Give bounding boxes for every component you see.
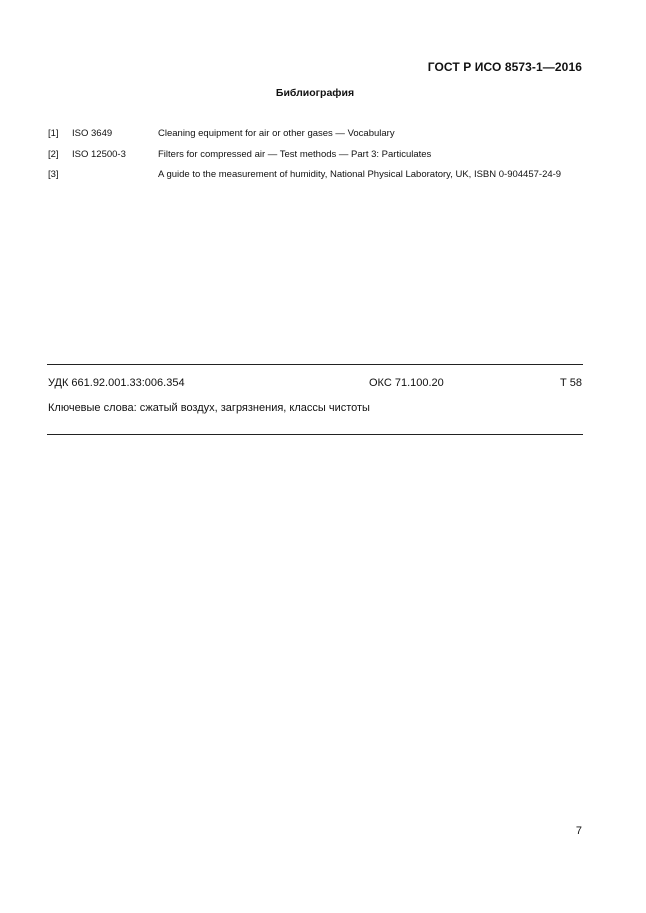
standard-id-header: ГОСТ Р ИСО 8573-1—2016 xyxy=(427,60,582,74)
udk-code: УДК 661.92.001.33:006.354 xyxy=(48,377,185,389)
bibliography-list xyxy=(48,128,588,190)
bibliography-item-title: Filters for compressed air — Test methods — Part 3: Particulates xyxy=(158,148,432,160)
bibliography-item-title: Cleaning equipment for air or other gases — Vocabulary xyxy=(158,128,395,139)
bibliography-item-1 xyxy=(48,128,588,149)
bibliography-title: Библиография xyxy=(275,87,355,99)
bibliography-item-code: ISO 12500-3 xyxy=(72,148,126,160)
bibliography-item-code: ISO 3649 xyxy=(72,128,113,139)
bibliography-item-title: A guide to the measurement of humidity, National Physical Laboratory, UK, ISBN 0-904457-24-9 xyxy=(158,169,562,180)
classification-row xyxy=(48,377,582,393)
bibliography-item-2 xyxy=(48,149,588,170)
keywords-line: Ключевые слова: сжатый воздух, загрязнения, классы чистоты xyxy=(48,402,370,414)
bibliography-item-number: [3] xyxy=(48,169,59,180)
top-divider xyxy=(47,364,583,365)
t-code: Т 58 xyxy=(559,377,582,389)
page-number: 7 xyxy=(575,825,582,837)
bottom-divider xyxy=(47,434,583,435)
bibliography-item-number: [2] xyxy=(48,148,59,160)
bibliography-item-number: [1] xyxy=(48,128,59,139)
oks-code: ОКС 71.100.20 xyxy=(369,377,444,389)
bibliography-item-3 xyxy=(48,169,588,190)
